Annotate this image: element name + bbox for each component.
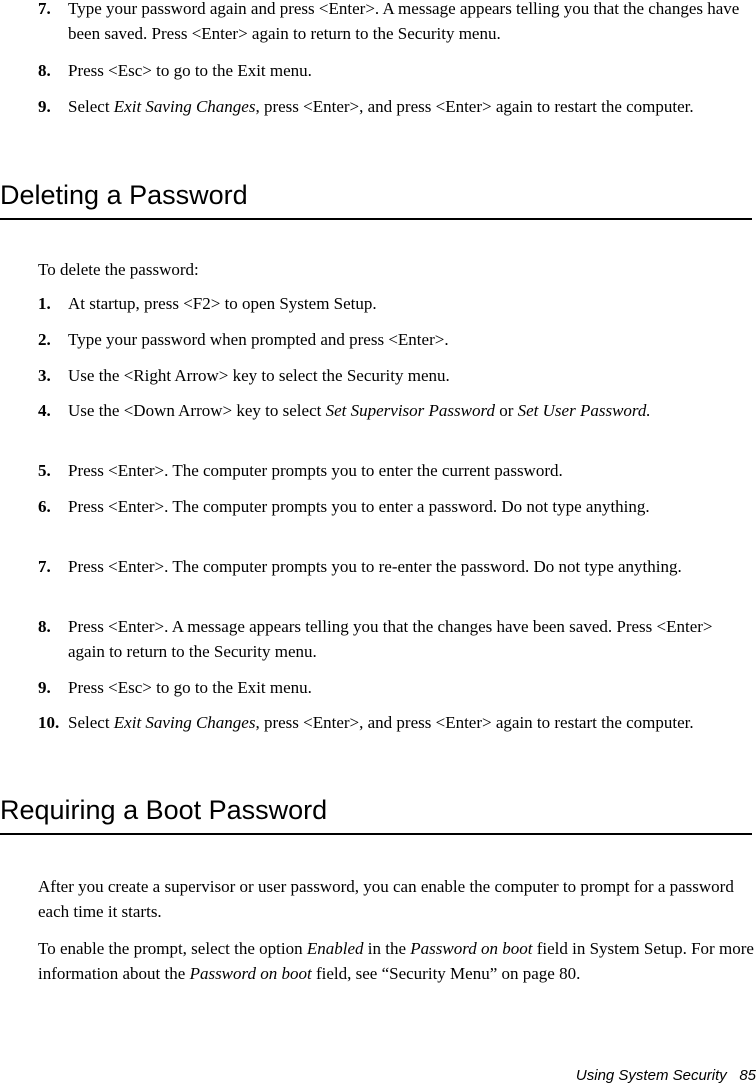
step-text: Press <Esc> to go to the Exit menu. bbox=[68, 61, 312, 80]
step-text: Press <Enter>. The computer prompts you to re-enter the password. Do not type anything. bbox=[68, 557, 682, 576]
step-text: Use the <Right Arrow> key to select the Security menu. bbox=[68, 366, 450, 385]
step-8-top bbox=[38, 58, 750, 83]
step-number: 3. bbox=[38, 366, 51, 385]
step-text: Press <Enter>. The computer prompts you to enter the current password. bbox=[68, 461, 563, 480]
step-10 bbox=[38, 710, 750, 735]
step-text: Press <Enter>. A message appears telling you that the changes have been saved. Press <Enter> again to return to the Security menu. bbox=[68, 617, 713, 661]
step-7-top bbox=[38, 0, 750, 46]
step-number: 9. bbox=[38, 678, 51, 697]
section-heading-deleting-password: Deleting a Password bbox=[0, 180, 248, 210]
step-number: 7. bbox=[38, 557, 51, 576]
step-4 bbox=[38, 398, 750, 423]
step-number: 6. bbox=[38, 497, 51, 516]
step-number: 2. bbox=[38, 330, 51, 349]
step-7 bbox=[38, 554, 750, 579]
page-footer bbox=[576, 1067, 756, 1085]
step-number: 5. bbox=[38, 461, 51, 480]
page-number: 85 bbox=[739, 1067, 756, 1084]
step-number: 1. bbox=[38, 294, 51, 313]
step-number: 10. bbox=[38, 713, 60, 732]
step-text: Press <Esc> to go to the Exit menu. bbox=[68, 678, 312, 697]
step-text: Use the <Down Arrow> key to select Set Supervisor Password or Set User Password. bbox=[68, 401, 651, 420]
step-2 bbox=[38, 327, 750, 352]
heading-rule bbox=[0, 218, 752, 220]
step-text: At startup, press <F2> to open System Setup. bbox=[68, 294, 377, 313]
step-number: 4. bbox=[38, 401, 51, 420]
step-6 bbox=[38, 494, 750, 519]
step-text: Select Exit Saving Changes, press <Enter>, and press <Enter> again to restart the computer. bbox=[68, 713, 694, 732]
boot-password-paragraph-2: To enable the prompt, select the option Enabled in the Password on boot field in System Setup. For more information about the Password on boot field, see “Security Menu” on page 80. bbox=[38, 939, 754, 983]
step-3 bbox=[38, 363, 750, 388]
step-5 bbox=[38, 458, 750, 483]
heading-rule bbox=[0, 833, 752, 835]
step-9-top bbox=[38, 94, 750, 119]
step-number: 8. bbox=[38, 617, 51, 636]
step-text: Type your password again and press <Enter>. A message appears telling you that the changes have been saved. Press <Enter> again to return to the Security menu. bbox=[68, 0, 740, 43]
section-heading-requiring-boot-password: Requiring a Boot Password bbox=[0, 795, 328, 825]
step-text: Type your password when prompted and press <Enter>. bbox=[68, 330, 449, 349]
step-text: Select Exit Saving Changes, press <Enter>, and press <Enter> again to restart the computer. bbox=[68, 97, 694, 116]
step-9 bbox=[38, 675, 750, 700]
step-number: 7. bbox=[38, 0, 51, 18]
step-text: Press <Enter>. The computer prompts you to enter a password. Do not type anything. bbox=[68, 497, 650, 516]
boot-password-paragraph-1: After you create a supervisor or user password, you can enable the computer to prompt for a password each time it starts. bbox=[38, 877, 734, 921]
step-1 bbox=[38, 291, 750, 316]
step-number: 8. bbox=[38, 61, 51, 80]
step-number: 9. bbox=[38, 97, 51, 116]
footer-title: Using System Security bbox=[575, 1067, 727, 1084]
intro-text: To delete the password: bbox=[38, 260, 199, 279]
step-8 bbox=[38, 614, 750, 664]
